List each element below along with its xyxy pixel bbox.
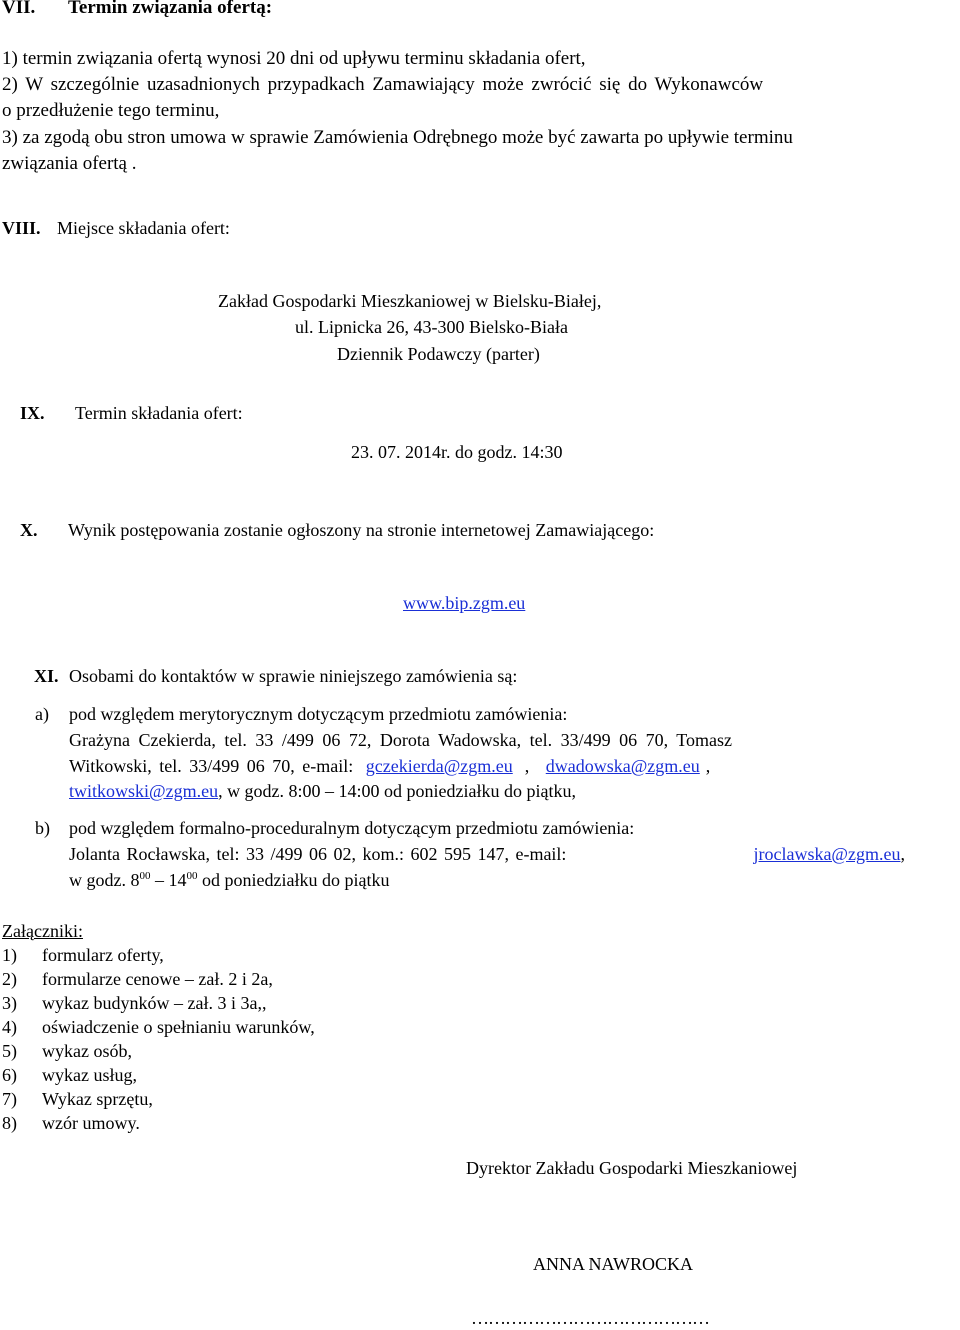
email-link-twitkowski[interactable]: twitkowski@zgm.eu	[69, 781, 219, 801]
section-viii-number: VIII.	[2, 218, 41, 238]
contact-b-hours	[69, 868, 389, 892]
attachment-number: 5)	[2, 1041, 17, 1061]
signature-role: Dyrektor Zakładu Gospodarki Mieszkaniowej	[466, 1158, 798, 1178]
attachment-text: wzór umowy.	[42, 1113, 140, 1133]
attachment-item	[2, 1111, 140, 1135]
attachment-item	[2, 1087, 153, 1111]
attachment-text: formularze cenowe – zał. 2 i 2a,	[42, 969, 273, 989]
address-line-1: Zakład Gospodarki Mieszkaniowej w Bielsku-Białej,	[218, 291, 602, 311]
email-link-jroclawska[interactable]: jroclawska@zgm.eu	[753, 844, 901, 864]
section-x-number: X.	[20, 520, 38, 540]
attachment-number: 7)	[2, 1089, 17, 1109]
section-x-title: Wynik postępowania zostanie ogłoszony na stronie internetowej Zamawiającego:	[68, 520, 655, 540]
attachment-text: oświadczenie o spełnianiu warunków,	[42, 1017, 315, 1037]
email-separator: ,	[705, 756, 711, 776]
hours-superscript: 00	[139, 870, 151, 882]
section-vii-number: VII.	[2, 0, 36, 18]
attachment-item	[2, 943, 164, 967]
attachment-text: wykaz osób,	[42, 1041, 132, 1061]
attachment-item	[2, 967, 273, 991]
contact-a-hours	[69, 779, 576, 803]
contact-b-hours-prefix: w godz. 8	[69, 870, 140, 890]
attachment-number: 1)	[2, 945, 17, 965]
email-link-gczekierda[interactable]: gczekierda@zgm.eu	[365, 756, 513, 776]
email-link-dwadowska[interactable]: dwadowska@zgm.eu	[545, 756, 700, 776]
attachment-number: 6)	[2, 1065, 17, 1085]
contact-b-email-wrap: jroclawska@zgm.eu,	[753, 844, 905, 864]
signature-name: ANNA NAWROCKA	[533, 1254, 694, 1274]
contact-a-phones	[69, 728, 905, 752]
submission-deadline: 23. 07. 2014r. do godz. 14:30	[351, 442, 563, 462]
vii-item-2-continued: o przedłużenie tego terminu,	[2, 100, 220, 121]
contact-a-phones-text: Grażyna Czekierda, tel. 33 /499 06 72, Dorota Wadowska, tel. 33/499 06 70, Tomasz	[69, 730, 732, 750]
attachment-text: wykaz budynków – zał. 3 i 3a,,	[42, 993, 267, 1013]
contact-b-hours-dash: – 14	[150, 870, 187, 890]
contact-a-heading: pod względem merytorycznym dotyczącym przedmiotu zamówienia:	[69, 704, 568, 724]
contact-b-label: b)	[35, 818, 50, 838]
vii-item-2-text: 2) W szczególnie uzasadnionych przypadkach Zamawiający może zwrócić się do Wykonawców	[2, 74, 764, 95]
section-viii-title: Miejsce składania ofert:	[57, 218, 230, 238]
section-ix-number: IX.	[20, 403, 45, 423]
attachments-title: Załączniki:	[2, 921, 83, 941]
vii-item-3-continued: związania ofertą .	[2, 153, 137, 174]
attachment-item	[2, 991, 266, 1015]
address-line-3: Dziennik Podawczy (parter)	[337, 344, 540, 364]
contact-b-details-text: Jolanta Rocławska, tel: 33 /499 06 02, kom.: 602 595 147, e-mail:	[69, 844, 567, 864]
email-separator: ,	[524, 756, 530, 776]
section-vii-title: Termin związania ofertą:	[68, 0, 273, 18]
attachment-item	[2, 1015, 315, 1039]
attachment-number: 2)	[2, 969, 17, 989]
vii-item-1: 1) termin związania ofertą wynosi 20 dni od upływu terminu składania ofert,	[2, 48, 586, 69]
contact-b-details	[69, 842, 905, 866]
attachment-item	[2, 1039, 132, 1063]
vii-item-3: 3) za zgodą obu stron umowa w sprawie Zamówienia Odrębnego może być zawarta po upływie terminu	[2, 127, 793, 148]
attachment-item	[2, 1063, 137, 1087]
contact-a-emails	[69, 754, 710, 778]
hours-superscript: 00	[186, 870, 198, 882]
contact-a-label: a)	[35, 704, 49, 724]
results-website-link[interactable]: www.bip.zgm.eu	[403, 593, 526, 613]
contact-a-email-prefix: Witkowski, tel. 33/499 06 70, e-mail:	[69, 756, 354, 776]
attachment-text: formularz oferty,	[42, 945, 164, 965]
contact-b-hours-suffix: od poniedziałku do piątku	[197, 870, 390, 890]
section-xi-number: XI.	[34, 666, 59, 686]
section-xi-title: Osobami do kontaktów w sprawie niniejszego zamówienia są:	[69, 666, 518, 686]
section-ix-title: Termin składania ofert:	[75, 403, 243, 423]
attachment-number: 8)	[2, 1113, 17, 1133]
attachment-text: wykaz usług,	[42, 1065, 137, 1085]
address-line-2: ul. Lipnicka 26, 43-300 Bielsko-Biała	[295, 317, 568, 337]
contact-b-heading: pod względem formalno-proceduralnym dotyczącym przedmiotu zamówienia:	[69, 818, 635, 838]
vii-item-2	[2, 73, 957, 97]
signature-line: ……………………………………	[471, 1308, 709, 1328]
attachment-text: Wykaz sprzętu,	[42, 1089, 153, 1109]
attachment-number: 3)	[2, 993, 17, 1013]
contact-a-hours-text: , w godz. 8:00 – 14:00 od poniedziałku do piątku,	[218, 781, 577, 801]
attachment-number: 4)	[2, 1017, 17, 1037]
